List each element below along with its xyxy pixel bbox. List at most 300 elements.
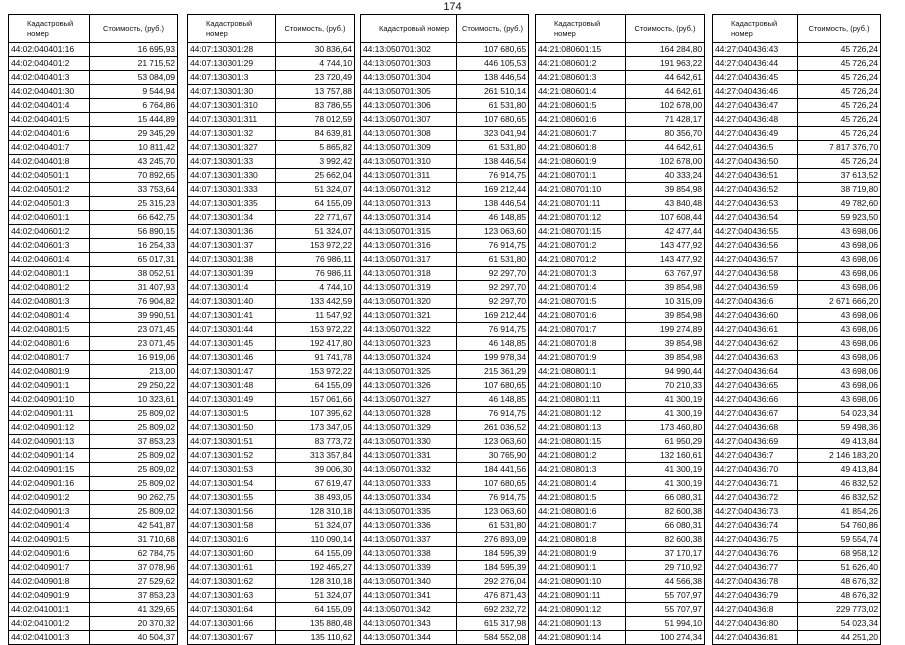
cost-cell: 82 600,38 [626, 533, 705, 547]
cost-cell: 83 773,72 [276, 435, 355, 449]
cost-cell: 323 041,94 [457, 127, 529, 141]
page-number: 174 [443, 1, 462, 13]
table-row [361, 141, 529, 155]
cadastral-number-cell: 44:13:050701:311 [361, 169, 457, 183]
cadastral-number-cell: 44:02:040401:8 [9, 155, 90, 169]
cadastral-number-cell: 44:21:080901:11 [536, 589, 626, 603]
cadastral-number-cell: 44:02:040401:30 [9, 85, 90, 99]
cost-cell: 41 329,65 [90, 603, 178, 617]
table-row [188, 435, 355, 449]
cost-cell: 46 148,85 [457, 211, 529, 225]
table-row [9, 239, 178, 253]
table-row [536, 463, 705, 477]
cadastral-number-cell: 44:21:080801:15 [536, 435, 626, 449]
table-row [9, 99, 178, 113]
cost-cell: 213,00 [90, 365, 178, 379]
cadastral-number-cell: 44:07:130301:56 [188, 505, 276, 519]
cost-cell: 55 707,97 [626, 603, 705, 617]
cadastral-number-cell: 44:21:080801:2 [536, 449, 626, 463]
cadastral-number-cell: 44:02:040901:8 [9, 575, 90, 589]
cadastral-number-cell: 44:13:050701:328 [361, 407, 457, 421]
cost-cell: 25 809,02 [90, 449, 178, 463]
table-row [9, 393, 178, 407]
table-row [536, 589, 705, 603]
cadastral-number-cell: 44:13:050701:340 [361, 575, 457, 589]
cadastral-number-cell: 44:13:050701:318 [361, 267, 457, 281]
table-row [713, 43, 881, 57]
cadastral-number-cell: 44:27:040436:5 [713, 141, 798, 155]
table-row [536, 183, 705, 197]
cadastral-number-cell: 44:13:050701:342 [361, 603, 457, 617]
table-row [9, 589, 178, 603]
cadastral-number-cell: 44:07:130301:45 [188, 337, 276, 351]
table-row [536, 505, 705, 519]
cadastral-table-5 [712, 14, 881, 645]
table-row [188, 211, 355, 225]
table-row [713, 323, 881, 337]
cadastral-number-cell: 44:07:130301:49 [188, 393, 276, 407]
cadastral-number-cell: 44:27:040436:8 [713, 603, 798, 617]
table-row [188, 253, 355, 267]
table-row [361, 155, 529, 169]
table-row [713, 589, 881, 603]
cadastral-number-cell: 44:07:130301:46 [188, 351, 276, 365]
table-row [361, 463, 529, 477]
cost-cell: 25 809,02 [90, 421, 178, 435]
cost-cell: 157 061,66 [276, 393, 355, 407]
cost-cell: 51 994,10 [626, 617, 705, 631]
cadastral-number-cell: 44:02:040901:10 [9, 393, 90, 407]
cost-cell: 91 741,78 [276, 351, 355, 365]
cadastral-number-cell: 44:02:040901:15 [9, 463, 90, 477]
cadastral-number-cell: 44:21:080601:8 [536, 141, 626, 155]
table-row [713, 141, 881, 155]
cost-cell: 94 990,44 [626, 365, 705, 379]
cost-cell: 446 105,53 [457, 57, 529, 71]
cadastral-number-cell: 44:21:080601:2 [536, 57, 626, 71]
cadastral-number-cell: 44:07:130301:55 [188, 491, 276, 505]
cost-cell: 215 361,29 [457, 365, 529, 379]
table-row [536, 141, 705, 155]
table-row [9, 309, 178, 323]
cadastral-number-cell: 44:21:080901:10 [536, 575, 626, 589]
table-row [536, 337, 705, 351]
table-row [361, 239, 529, 253]
cadastral-number-cell: 44:21:080701:4 [536, 281, 626, 295]
table-row [361, 421, 529, 435]
cadastral-number-cell: 44:13:050701:338 [361, 547, 457, 561]
cadastral-number-cell: 44:07:130301:38 [188, 253, 276, 267]
cadastral-number-cell: 44:27:040436:76 [713, 547, 798, 561]
table-row [536, 575, 705, 589]
cadastral-number-cell: 44:27:040436:60 [713, 309, 798, 323]
cadastral-number-cell: 44:27:040436:47 [713, 99, 798, 113]
table-row [361, 43, 529, 57]
table-row [361, 99, 529, 113]
cost-cell: 173 460,80 [626, 421, 705, 435]
cost-cell: 10 811,42 [90, 141, 178, 155]
cadastral-number-cell: 44:02:040801:7 [9, 351, 90, 365]
cadastral-number-cell: 44:27:040436:81 [713, 631, 798, 645]
cost-cell: 138 446,54 [457, 155, 529, 169]
table-row [536, 379, 705, 393]
cadastral-number-cell: 44:27:040436:6 [713, 295, 798, 309]
cadastral-number-cell: 44:21:080801:6 [536, 505, 626, 519]
cadastral-number-cell: 44:02:040801:3 [9, 295, 90, 309]
cadastral-number-cell: 44:07:130301:48 [188, 379, 276, 393]
table-row [713, 631, 881, 645]
table-row [188, 421, 355, 435]
cost-cell: 38 719,80 [798, 183, 881, 197]
cost-cell: 43 698,06 [798, 337, 881, 351]
cadastral-number-cell: 44:07:130301:41 [188, 309, 276, 323]
table-row [9, 505, 178, 519]
cadastral-number-cell: 44:27:040436:51 [713, 169, 798, 183]
cadastral-number-cell: 44:13:050701:333 [361, 477, 457, 491]
cadastral-number-cell: 44:13:050701:335 [361, 505, 457, 519]
cost-cell: 107 680,65 [457, 379, 529, 393]
cost-cell: 43 698,06 [798, 267, 881, 281]
cost-cell: 23 071,45 [90, 337, 178, 351]
cadastral-number-cell: 44:21:080901:14 [536, 631, 626, 645]
cost-cell: 132 160,61 [626, 449, 705, 463]
cadastral-number-cell: 44:07:130301:63 [188, 589, 276, 603]
cadastral-number-cell: 44:13:050701:326 [361, 379, 457, 393]
table-row [9, 407, 178, 421]
cost-cell: 25 809,02 [90, 477, 178, 491]
cost-cell: 41 854,26 [798, 505, 881, 519]
cadastral-number-cell: 44:13:050701:331 [361, 449, 457, 463]
table-row [713, 561, 881, 575]
cost-cell: 48 676,32 [798, 575, 881, 589]
table-row [536, 547, 705, 561]
table-row [9, 169, 178, 183]
table-row [536, 253, 705, 267]
table-row [9, 155, 178, 169]
cost-cell: 25 809,02 [90, 505, 178, 519]
cadastral-number-cell: 44:27:040436:69 [713, 435, 798, 449]
table-row [536, 519, 705, 533]
cost-cell: 76 914,75 [457, 169, 529, 183]
cadastral-number-cell: 44:21:080601:5 [536, 99, 626, 113]
cost-cell: 615 317,98 [457, 617, 529, 631]
cadastral-number-cell: 44:07:130301:32 [188, 127, 276, 141]
cadastral-number-cell: 44:13:050701:306 [361, 99, 457, 113]
cadastral-number-cell: 44:02:040901:11 [9, 407, 90, 421]
table-row [713, 435, 881, 449]
table-row [188, 127, 355, 141]
cost-cell: 107 680,65 [457, 43, 529, 57]
table-row [188, 365, 355, 379]
table-row [536, 561, 705, 575]
table-row [361, 631, 529, 645]
cost-cell: 45 726,24 [798, 71, 881, 85]
cost-cell: 45 726,24 [798, 43, 881, 57]
table-row [361, 85, 529, 99]
cadastral-number-cell: 44:21:080701:3 [536, 267, 626, 281]
table-row [536, 43, 705, 57]
cadastral-number-cell: 44:27:040436:75 [713, 533, 798, 547]
table-row [713, 477, 881, 491]
table-row [188, 589, 355, 603]
cadastral-number-cell: 44:02:040501:2 [9, 183, 90, 197]
cadastral-number-cell: 44:21:080701:10 [536, 183, 626, 197]
cadastral-number-cell: 44:02:040401:5 [9, 113, 90, 127]
cadastral-number-cell: 44:27:040436:77 [713, 561, 798, 575]
table-row [188, 43, 355, 57]
cost-cell: 143 477,92 [626, 253, 705, 267]
cost-cell: 123 063,60 [457, 435, 529, 449]
table-row [188, 603, 355, 617]
cost-cell: 25 315,23 [90, 197, 178, 211]
cost-cell: 55 707,97 [626, 589, 705, 603]
cost-cell: 43 698,06 [798, 351, 881, 365]
table-row [361, 561, 529, 575]
cadastral-number-cell: 44:02:040401:16 [9, 43, 90, 57]
cost-cell: 66 080,31 [626, 519, 705, 533]
table-row [9, 351, 178, 365]
cadastral-number-cell: 44:02:040401:3 [9, 71, 90, 85]
cost-cell: 92 297,70 [457, 267, 529, 281]
cadastral-number-cell: 44:07:130301:310 [188, 99, 276, 113]
cost-cell: 66 080,31 [626, 491, 705, 505]
cadastral-number-cell: 44:02:040801:1 [9, 267, 90, 281]
cost-cell: 59 923,50 [798, 211, 881, 225]
table-row [9, 295, 178, 309]
cadastral-number-cell: 44:21:080801:9 [536, 547, 626, 561]
cadastral-number-cell: 44:07:130301:47 [188, 365, 276, 379]
cadastral-number-cell: 44:13:050701:309 [361, 141, 457, 155]
cost-cell: 4 744,10 [276, 57, 355, 71]
table-row [536, 295, 705, 309]
cost-cell: 39 854,98 [626, 337, 705, 351]
cadastral-number-cell: 44:27:040436:56 [713, 239, 798, 253]
table-row [361, 183, 529, 197]
cadastral-number-cell: 44:07:130301:51 [188, 435, 276, 449]
table-row [536, 533, 705, 547]
table-row [536, 393, 705, 407]
cost-cell: 2 671 666,20 [798, 295, 881, 309]
cadastral-number-cell: 44:27:040436:65 [713, 379, 798, 393]
cost-cell: 76 914,75 [457, 239, 529, 253]
cadastral-number-cell: 44:27:040436:44 [713, 57, 798, 71]
table-row [9, 281, 178, 295]
cost-cell: 82 600,38 [626, 505, 705, 519]
cadastral-number-cell: 44:21:080601:4 [536, 85, 626, 99]
cadastral-number-cell: 44:21:080701:9 [536, 351, 626, 365]
cadastral-number-cell: 44:07:130301:330 [188, 169, 276, 183]
cadastral-number-cell: 44:02:040401:7 [9, 141, 90, 155]
cost-cell: 43 698,06 [798, 379, 881, 393]
cost-cell: 92 297,70 [457, 295, 529, 309]
cost-cell: 164 284,80 [626, 43, 705, 57]
cadastral-number-cell: 44:13:050701:332 [361, 463, 457, 477]
table-row [536, 57, 705, 71]
cost-header: Стоимость, (руб.) [90, 15, 178, 43]
cost-cell: 83 786,55 [276, 99, 355, 113]
table-row [188, 505, 355, 519]
table-row [188, 113, 355, 127]
cadastral-number-cell: 44:02:040601:3 [9, 239, 90, 253]
table-row [713, 155, 881, 169]
table-row [9, 365, 178, 379]
cadastral-number-cell: 44:21:080801:7 [536, 519, 626, 533]
cost-cell: 25 662,04 [276, 169, 355, 183]
cadastral-number-cell: 44:27:040436:45 [713, 71, 798, 85]
cadastral-number-cell: 44:21:080701:7 [536, 323, 626, 337]
table-row [361, 603, 529, 617]
cadastral-number-cell: 44:07:130301:53 [188, 463, 276, 477]
cost-cell: 43 698,06 [798, 253, 881, 267]
cadastral-number-cell: 44:13:050701:313 [361, 197, 457, 211]
cadastral-number-cell: 44:13:050701:330 [361, 435, 457, 449]
cost-cell: 27 529,62 [90, 575, 178, 589]
cost-cell: 102 678,00 [626, 155, 705, 169]
cost-cell: 43 840,48 [626, 197, 705, 211]
table-row [188, 575, 355, 589]
cadastral-number-cell: 44:13:050701:319 [361, 281, 457, 295]
cost-cell: 39 854,98 [626, 183, 705, 197]
cost-cell: 173 347,05 [276, 421, 355, 435]
cadastral-number-cell: 44:13:050701:334 [361, 491, 457, 505]
cost-cell: 38 052,51 [90, 267, 178, 281]
cost-cell: 153 972,22 [276, 365, 355, 379]
cadastral-number-cell: 44:02:040901:3 [9, 505, 90, 519]
cost-cell: 56 890,15 [90, 225, 178, 239]
cadastral-number-cell: 44:27:040436:7 [713, 449, 798, 463]
table-row [536, 351, 705, 365]
table-row [188, 463, 355, 477]
cadastral-number-cell: 44:02:041001:3 [9, 631, 90, 645]
table-row [713, 407, 881, 421]
table-row [361, 617, 529, 631]
table-row [361, 533, 529, 547]
cost-cell: 42 477,44 [626, 225, 705, 239]
cost-cell: 313 357,84 [276, 449, 355, 463]
cadastral-number-cell: 44:02:040901:16 [9, 477, 90, 491]
table-row [713, 113, 881, 127]
table-row [188, 617, 355, 631]
cost-cell: 153 972,22 [276, 323, 355, 337]
cost-cell: 61 531,80 [457, 519, 529, 533]
cost-cell: 49 413,84 [798, 435, 881, 449]
table-row [713, 267, 881, 281]
table-row [188, 281, 355, 295]
table-row [536, 113, 705, 127]
table-row [188, 561, 355, 575]
cost-cell: 78 012,59 [276, 113, 355, 127]
cadastral-number-header: Кадастровый номер [713, 15, 798, 43]
table-row [9, 533, 178, 547]
cadastral-number-cell: 44:27:040436:58 [713, 267, 798, 281]
cadastral-number-cell: 44:27:040436:74 [713, 519, 798, 533]
table-row [188, 379, 355, 393]
cost-cell: 51 324,07 [276, 519, 355, 533]
cost-cell: 80 356,70 [626, 127, 705, 141]
table-row [713, 99, 881, 113]
cost-cell: 37 613,52 [798, 169, 881, 183]
table-row [361, 365, 529, 379]
cost-cell: 23 720,49 [276, 71, 355, 85]
cadastral-number-cell: 44:21:080801:1 [536, 365, 626, 379]
cost-cell: 20 370,32 [90, 617, 178, 631]
table-row [536, 631, 705, 645]
table-row [188, 547, 355, 561]
table-row [361, 393, 529, 407]
cost-cell: 43 698,06 [798, 225, 881, 239]
cost-cell: 51 324,07 [276, 225, 355, 239]
cadastral-number-cell: 44:02:040601:1 [9, 211, 90, 225]
cost-cell: 4 744,10 [276, 281, 355, 295]
cost-cell: 37 170,17 [626, 547, 705, 561]
cost-cell: 41 300,19 [626, 393, 705, 407]
cost-cell: 76 914,75 [457, 491, 529, 505]
table-row [361, 449, 529, 463]
cost-cell: 51 626,40 [798, 561, 881, 575]
cadastral-number-cell: 44:07:130301:4 [188, 281, 276, 295]
cost-cell: 43 698,06 [798, 393, 881, 407]
cadastral-number-cell: 44:07:130301:62 [188, 575, 276, 589]
table-row [188, 519, 355, 533]
cadastral-number-cell: 44:07:130301:60 [188, 547, 276, 561]
table-row [9, 323, 178, 337]
cost-cell: 40 504,37 [90, 631, 178, 645]
cadastral-number-cell: 44:13:050701:339 [361, 561, 457, 575]
cadastral-number-cell: 44:27:040436:48 [713, 113, 798, 127]
table-row [713, 449, 881, 463]
cadastral-number-cell: 44:02:040801:4 [9, 309, 90, 323]
table-row [9, 561, 178, 575]
cadastral-number-cell: 44:21:080601:3 [536, 71, 626, 85]
table-row [361, 211, 529, 225]
table-row [361, 127, 529, 141]
table-row [536, 365, 705, 379]
cost-cell: 64 155,09 [276, 379, 355, 393]
cost-cell: 44 642,61 [626, 85, 705, 99]
cost-cell: 70 210,33 [626, 379, 705, 393]
table-row [536, 407, 705, 421]
cost-cell: 84 639,81 [276, 127, 355, 141]
cost-cell: 51 324,07 [276, 183, 355, 197]
cost-cell: 76 986,11 [276, 253, 355, 267]
cadastral-number-cell: 44:07:130301:52 [188, 449, 276, 463]
cost-cell: 63 767,97 [626, 267, 705, 281]
cadastral-number-cell: 44:02:040901:9 [9, 589, 90, 603]
cadastral-number-cell: 44:07:130301:67 [188, 631, 276, 645]
cost-cell: 143 477,92 [626, 239, 705, 253]
cadastral-number-cell: 44:02:040501:3 [9, 197, 90, 211]
cost-cell: 45 726,24 [798, 99, 881, 113]
cost-cell: 192 417,80 [276, 337, 355, 351]
cost-cell: 45 726,24 [798, 155, 881, 169]
table-row [536, 617, 705, 631]
cadastral-number-cell: 44:13:050701:321 [361, 309, 457, 323]
table-row [713, 491, 881, 505]
cost-cell: 39 990,51 [90, 309, 178, 323]
cost-cell: 46 148,85 [457, 337, 529, 351]
table-row [713, 253, 881, 267]
cost-cell: 184 595,39 [457, 561, 529, 575]
table-row [361, 547, 529, 561]
cadastral-number-cell: 44:21:080801:8 [536, 533, 626, 547]
cadastral-number-cell: 44:21:080801:3 [536, 463, 626, 477]
table-row [361, 477, 529, 491]
table-row [188, 197, 355, 211]
cadastral-number-cell: 44:07:130301:3 [188, 71, 276, 85]
table-row [9, 127, 178, 141]
cost-cell: 22 771,67 [276, 211, 355, 225]
table-row [9, 183, 178, 197]
